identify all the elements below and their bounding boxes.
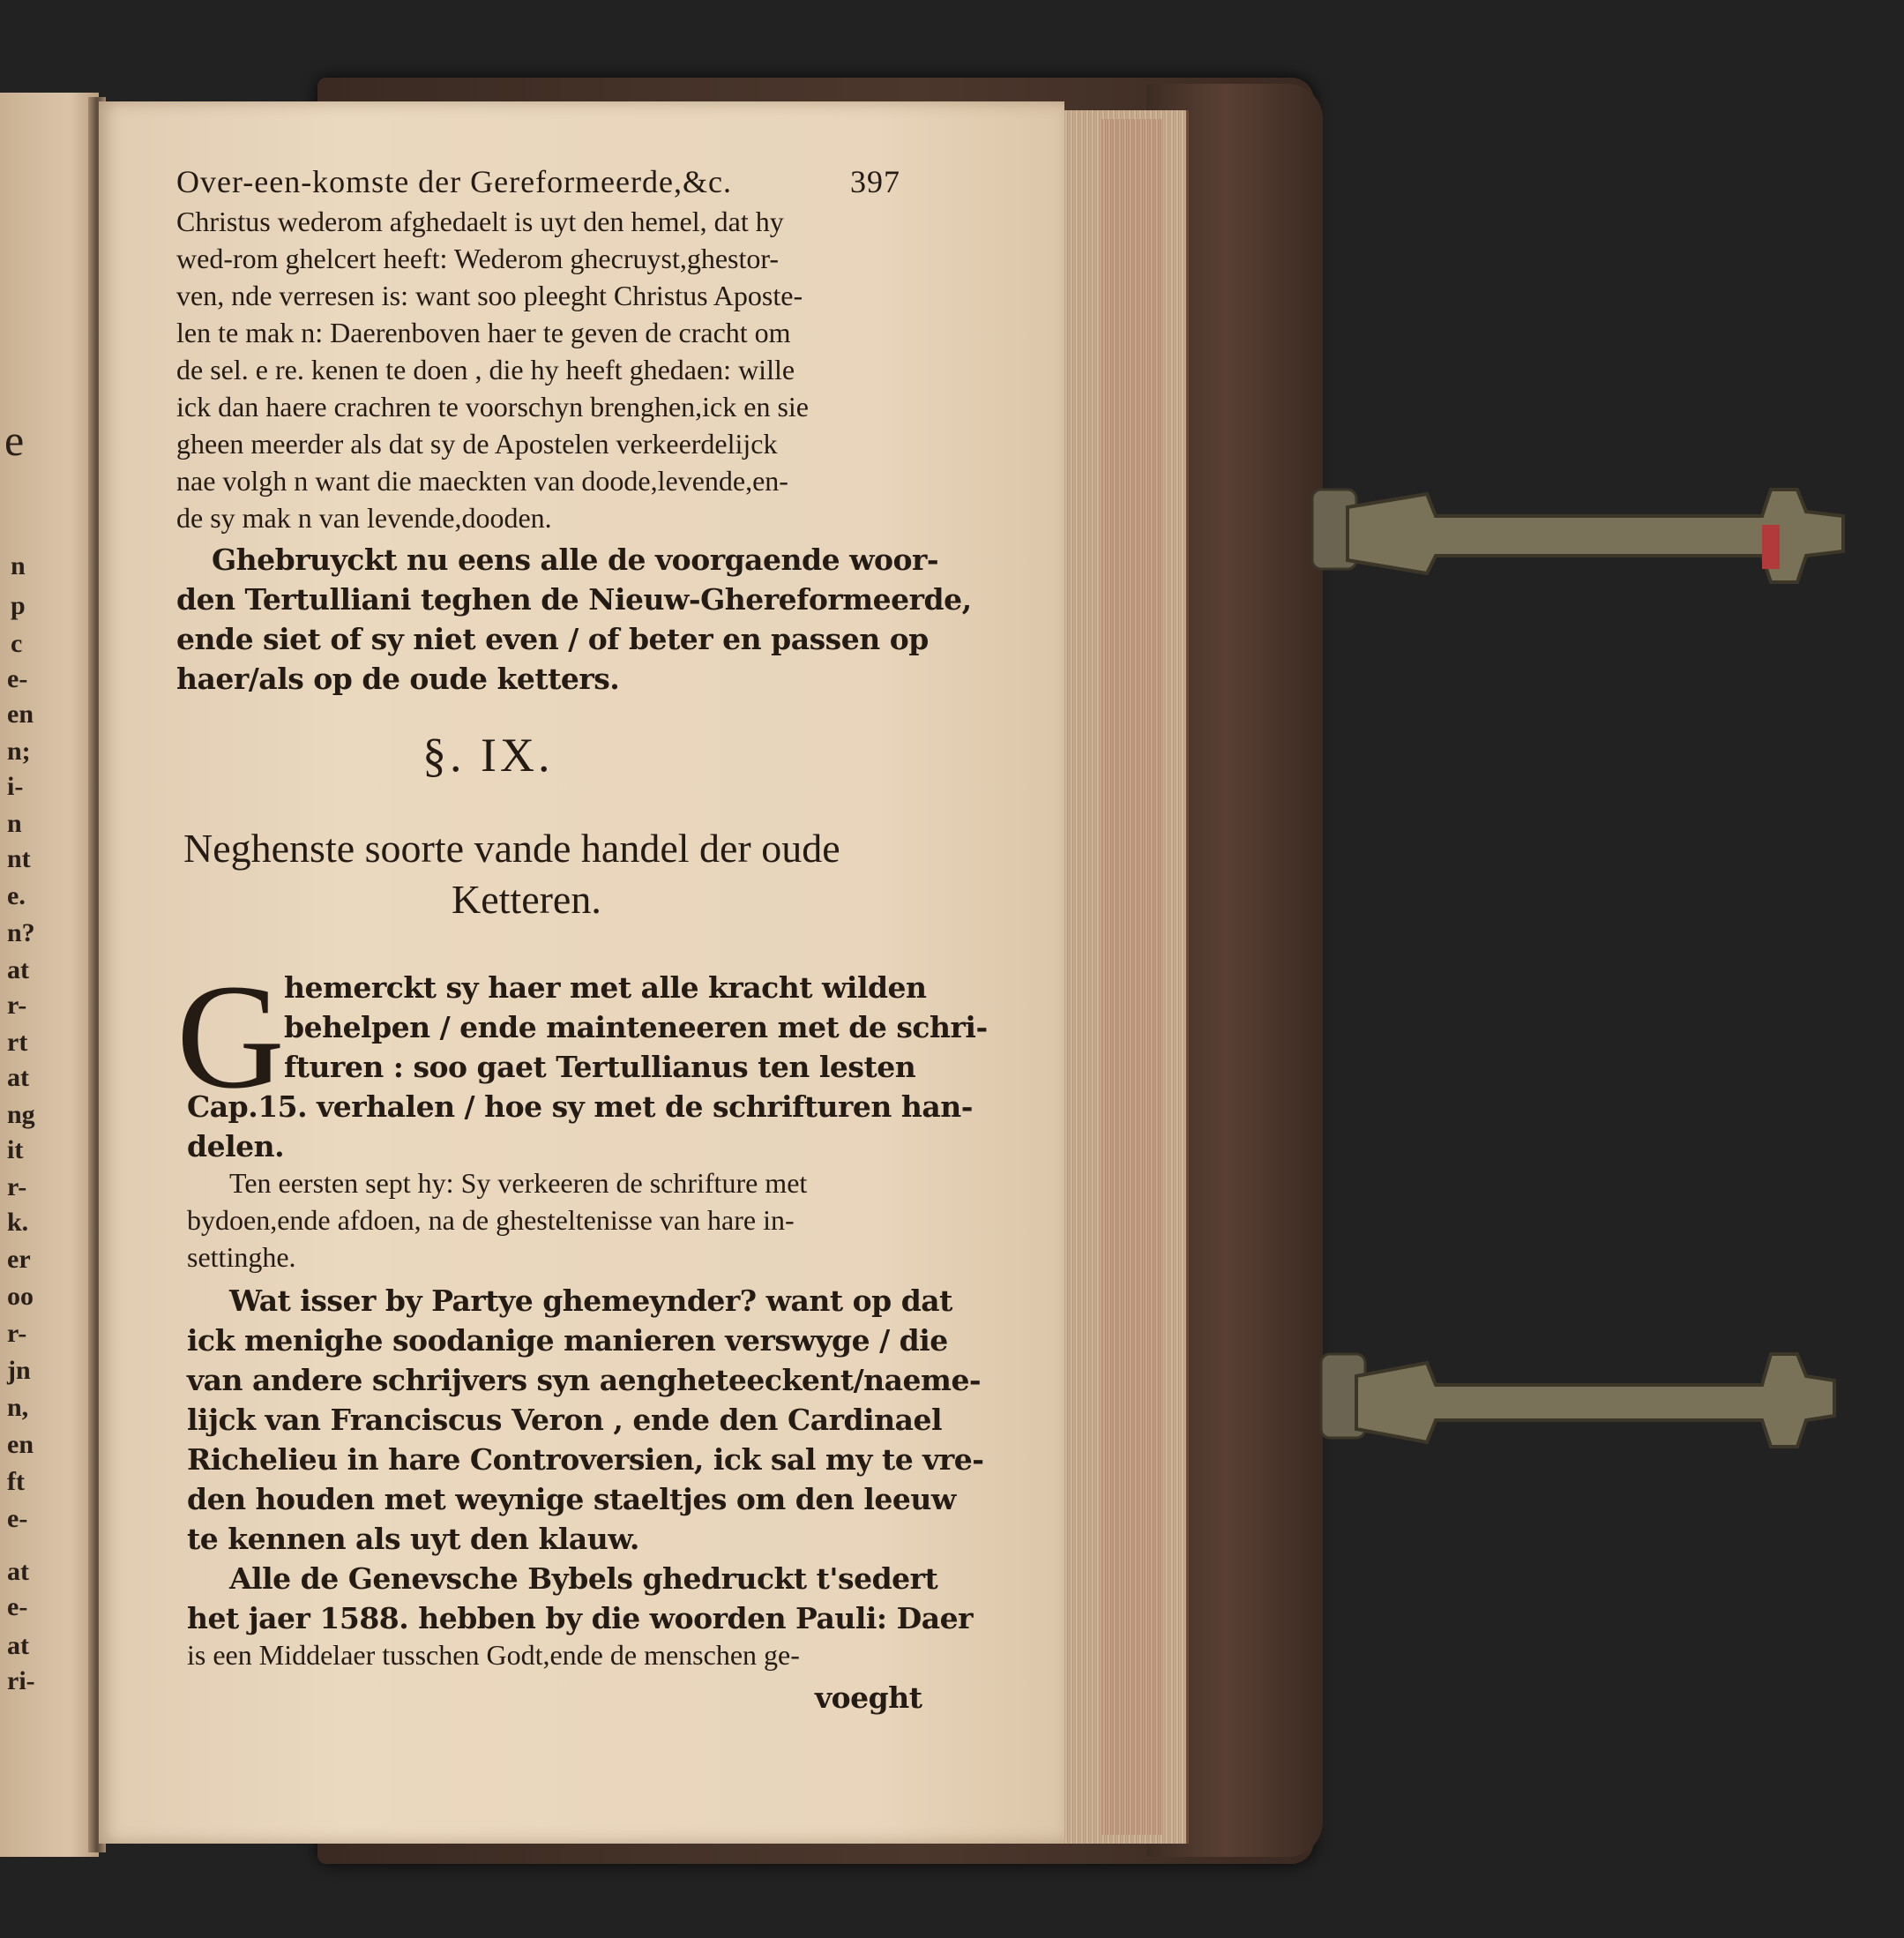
text-line: lijck van Franciscus Veron , ende den Cardinael [187, 1403, 943, 1437]
left-fragment: rt [7, 1028, 28, 1057]
left-fragment: i- [7, 772, 24, 801]
left-fragment: e- [7, 1592, 28, 1621]
page-number: 397 [850, 164, 900, 199]
drop-cap: G [176, 954, 285, 1119]
text-line: ick dan haere crachren te voorschyn brenghen,ick en sie [176, 391, 809, 423]
left-fragment: n; [7, 737, 31, 766]
right-page [99, 101, 1064, 1844]
upper-clasp-icon [1303, 472, 1850, 595]
left-fragment: ri- [7, 1666, 35, 1695]
chapter-title: Neghenste soorte vande handel der oude [183, 826, 840, 871]
section-heading: §. IX. [422, 729, 554, 782]
text-line: den Tertulliani teghen de Nieuw-Ghereformeerde, [176, 582, 972, 617]
left-fragment: at [7, 1631, 29, 1660]
left-fragment: oo [7, 1282, 34, 1311]
text-line: haer/als op de oude ketters. [176, 662, 620, 696]
left-fragment: ng [7, 1100, 35, 1129]
left-fragment: ft [7, 1467, 25, 1496]
text-line: Ten eersten sept hy: Sy verkeeren de schrifture met [229, 1167, 808, 1199]
catchword: voeght [815, 1680, 922, 1715]
text-line: bydoen,ende afdoen, na de ghesteltenisse van hare in- [187, 1204, 795, 1236]
text-line: van andere schrijvers syn aengheteeckent/naeme- [187, 1363, 982, 1397]
left-fragment: at [7, 955, 29, 984]
text-line: Alle de Genevsche Bybels ghedruckt t'sedert [229, 1561, 938, 1596]
left-fragment: c [11, 629, 23, 658]
text-line: ven, nde verresen is: want soo pleeght Christus Aposte- [176, 280, 803, 311]
left-fragment: e- [7, 1504, 28, 1533]
running-head: Over-een-komste der Gereformeerde,&c. [176, 164, 732, 199]
left-fragment: e. [7, 881, 26, 910]
text-line: de sy mak n van levende,dooden. [176, 502, 552, 534]
left-fragment: r- [7, 1172, 27, 1201]
left-fragment: at [7, 1063, 29, 1092]
left-fragment: r- [7, 991, 27, 1020]
left-fragment: jn [7, 1356, 31, 1385]
text-line: settinghe. [187, 1241, 296, 1273]
left-fragment: nt [7, 844, 31, 873]
text-line: ende siet of sy niet even / of beter en passen op [176, 622, 929, 656]
left-fragment: e [4, 415, 25, 465]
left-fragment: en [7, 700, 34, 729]
chapter-title: Ketteren. [452, 877, 601, 922]
text-line: Christus wederom afghedaelt is uyt den hemel, dat hy [176, 206, 784, 237]
text-line: Richelieu in hare Controversien, ick sal my te vre- [187, 1442, 984, 1477]
text-line: te kennen als uyt den klauw. [187, 1522, 639, 1556]
text-line: len te mak n: Daerenboven haer te geven de cracht om [176, 317, 791, 348]
text-line: den houden met weynige staeltjes om den leeuw [187, 1482, 956, 1516]
left-fragment: it [7, 1135, 24, 1164]
text-line: Wat isser by Partye ghemeynder? want op dat [229, 1283, 952, 1318]
text-line: het jaer 1588. hebben by die woorden Pauli: Daer [187, 1601, 973, 1635]
text-line: nae volgh n want die maeckten van doode,levende,en- [176, 465, 788, 497]
left-fragment: k. [7, 1208, 29, 1237]
left-fragment: r- [7, 1319, 27, 1348]
left-fragment: n [7, 809, 22, 838]
text-line: fturen : soo gaet Tertullianus ten lesten [284, 1050, 916, 1084]
left-fragment: n? [7, 918, 35, 947]
text-line: is een Middelaer tusschen Godt,ende de menschen ge- [187, 1639, 800, 1671]
text-line: delen. [187, 1129, 285, 1164]
left-fragment: e- [7, 664, 28, 693]
left-fragment: er [7, 1245, 31, 1274]
left-fragment: n, [7, 1393, 29, 1422]
text-line: hemerckt sy haer met alle kracht wilden [284, 970, 927, 1005]
left-fragment: en [7, 1430, 34, 1459]
text-line: ick menighe soodanige manieren verswyge / die [187, 1323, 948, 1358]
text-line: de sel. e re. kenen te doen , die hy heeft ghedaen: wille [176, 354, 795, 385]
left-page [0, 93, 99, 1857]
text-line: Ghebruyckt nu eens alle de voorgaende woor- [212, 542, 939, 577]
left-fragment: n [11, 551, 26, 580]
text-line: behelpen / ende mainteneeren met de schri- [284, 1010, 988, 1044]
text-line: Cap.15. verhalen / hoe sy met de schrifturen han- [187, 1089, 973, 1124]
left-fragment: at [7, 1557, 29, 1586]
page-edges-red [1101, 119, 1162, 1835]
lower-clasp-icon [1312, 1336, 1841, 1460]
left-fragment: p [11, 591, 26, 620]
text-line: wed-rom ghelcert heeft: Wederom ghecruyst,ghestor- [176, 243, 780, 274]
text-line: gheen meerder als dat sy de Apostelen verkeerdelijck [176, 428, 778, 460]
